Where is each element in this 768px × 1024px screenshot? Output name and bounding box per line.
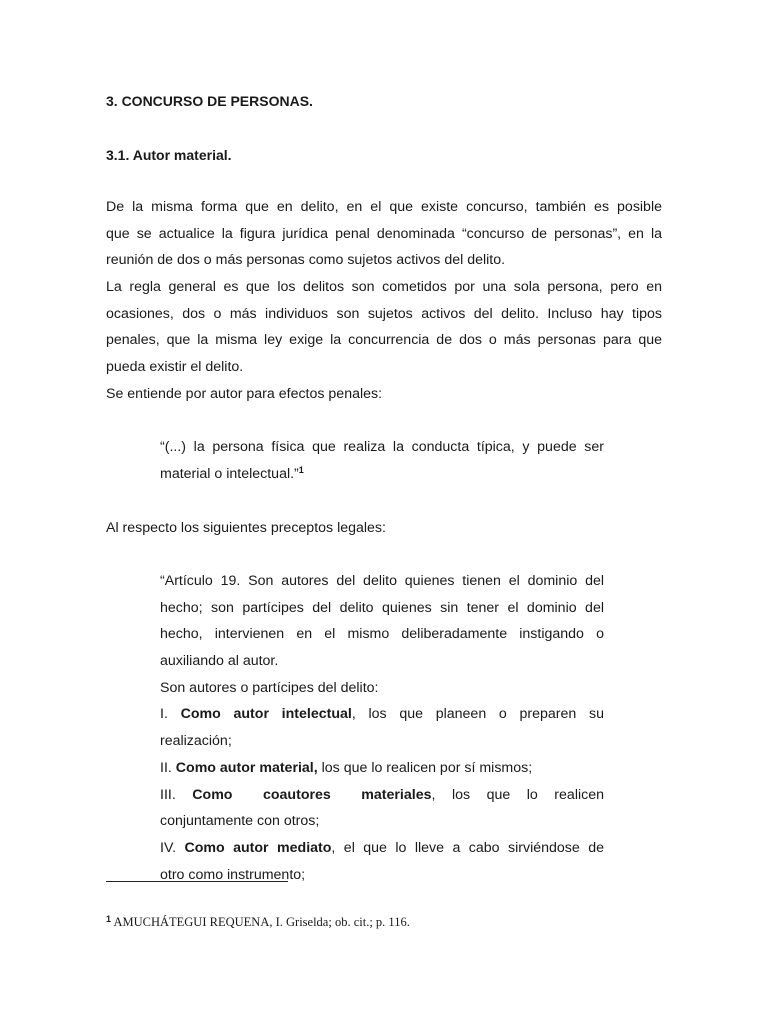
paragraph-2-line: La regla general es que los delitos son cometidos por una sola persona, pero en (106, 279, 662, 295)
list-item-term: Como autor material, (175, 759, 318, 776)
list-item (160, 782, 604, 809)
section-title: 3. CONCURSO DE PERSONAS. (106, 93, 313, 109)
article-line: hecho, intervienen en el mismo deliberadamente instigando o (160, 626, 604, 643)
list-item-continuation: realización; (160, 733, 232, 750)
quote-definition-text: material o intelectual.” (160, 465, 299, 482)
quote-definition-line: “(...) la persona física que realiza la conducta típica, y puede ser (160, 439, 604, 455)
quote-definition (160, 434, 604, 487)
article-line: hecho; son partícipes del delito quienes sin tener el dominio del (160, 599, 604, 616)
paragraph-3-line: Se entiende por autor para efectos penales: (106, 386, 383, 402)
paragraph-2-line: pueda existir el delito. (106, 359, 244, 376)
paragraph-1 (106, 194, 662, 274)
list-item-number: II. (160, 759, 176, 776)
list-item-text: , los que lo realicen (431, 786, 604, 803)
quote-definition-line (160, 461, 604, 488)
paragraph-2 (106, 274, 662, 381)
paragraph-2-line: penales, que la misma ley exige la concurrencia de dos o más personas para que (106, 332, 662, 349)
list-item-text: , los que planeen o preparen su (351, 706, 604, 723)
list-item-term: Como autor intelectual (180, 706, 352, 723)
footnote-reference[interactable]: 1 (298, 464, 304, 475)
paragraph-2-line: ocasiones, dos o más individuos son sujetos activos del delito. Incluso hay tipos (106, 305, 662, 322)
footnote (106, 915, 410, 930)
list-item-text: los que lo realicen por sí mismos; (317, 759, 533, 776)
list-item (160, 835, 604, 862)
article-line: auxiliando al autor. (160, 653, 279, 670)
article-line: “Artículo 19. Son autores del delito quienes tienen el dominio del (160, 573, 604, 589)
footnote-separator (106, 881, 288, 882)
list-item (160, 755, 604, 782)
list-item-continuation: conjuntamente con otros; (160, 813, 320, 830)
paragraph-1-line: reunión de dos o más personas como sujetos activos del delito. (106, 252, 506, 269)
list-item-term: Como coautores materiales (192, 786, 432, 803)
footnote-number: 1 (106, 914, 112, 924)
subsection-title: 3.1. Autor material. (106, 147, 232, 163)
list-item-text: , el que lo lleve a cabo sirviéndose de (331, 839, 604, 856)
article-intro: Son autores o partícipes del delito: (160, 679, 379, 696)
paragraph-1-line: que se actualice la figura jurídica penal denominada “concurso de personas”, en la (106, 225, 662, 242)
list-item-term: Como autor mediato (184, 839, 332, 856)
quote-article-19 (160, 568, 604, 888)
footnote-text: AMUCHÁTEGUI REQUENA, I. Griselda; ob. cit.; p. 116. (111, 915, 410, 929)
list-item-number: I. (160, 706, 181, 723)
list-item (160, 701, 604, 728)
paragraph-4-line: Al respecto los siguientes preceptos legales: (106, 520, 386, 536)
list-item-continuation: otro como instrumento; (160, 866, 306, 883)
paragraph-4 (106, 515, 662, 542)
list-item-number: IV. (160, 839, 185, 856)
paragraph-3 (106, 381, 662, 408)
paragraph-1-line: De la misma forma que en delito, en el que existe concurso, también es posible (106, 199, 662, 215)
list-item-number: III. (160, 786, 193, 803)
